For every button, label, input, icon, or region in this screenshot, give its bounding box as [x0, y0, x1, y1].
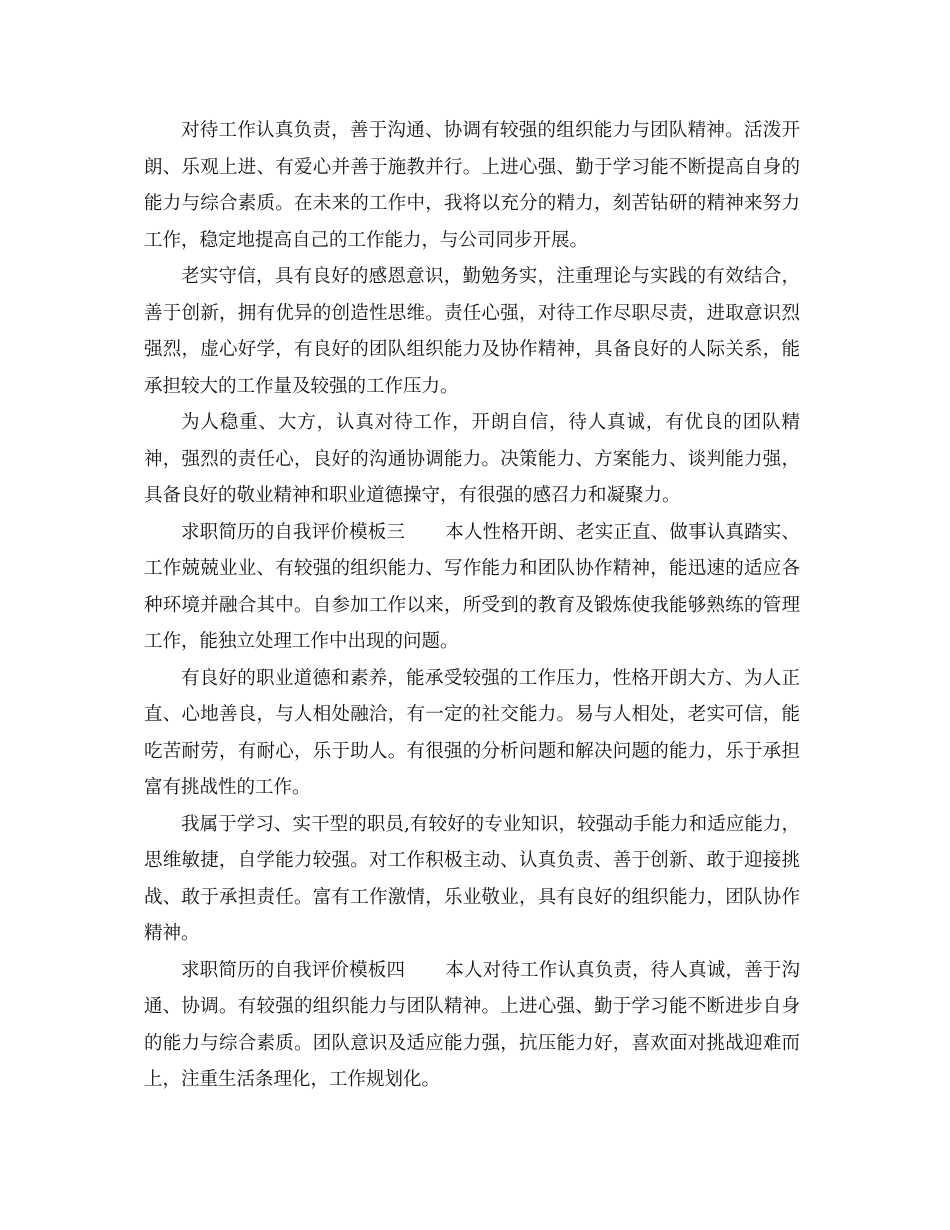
- paragraph-5-text: 有良好的职业道德和素养，能承受较强的工作压力，性格开朗大方、为人正直、心地善良，与人相处融洽，有一定的社交能力。易与人相处，老实可信，能吃苦耐劳，有耐心，乐于助人。有很强的分析问题和解决问题的能力，乐于承担富有挑战性的工作。: [144, 667, 800, 798]
- paragraph-3: [144, 405, 800, 515]
- section-heading-template-3: 求职简历的自我评价模板三: [181, 521, 406, 543]
- paragraph-6: [144, 807, 800, 953]
- paragraph-1: [144, 113, 800, 259]
- paragraph-3-text: 为人稳重、大方，认真对待工作，开朗自信，待人真诚，有优良的团队精神，强烈的责任心，良好的沟通协调能力。决策能力、方案能力、谈判能力强，具备良好的敬业精神和职业道德操守，有很强的感召力和凝聚力。: [144, 412, 800, 506]
- paragraph-5: [144, 661, 800, 807]
- paragraph-7: [144, 953, 800, 1099]
- paragraph-1-text: 对待工作认真负责，善于沟通、协调有较强的组织能力与团队精神。活泼开朗、乐观上进、有爱心并善于施教并行。上进心强、勤于学习能不断提高自身的能力与综合素质。在未来的工作中，我将以充分的精力，刻苦钻研的精神来努力工作，稳定地提高自己的工作能力，与公司同步开展。: [144, 120, 800, 251]
- paragraph-4: [144, 515, 800, 661]
- document-body: [144, 113, 800, 1099]
- paragraph-2-text: 老实守信，具有良好的感恩意识，勤勉务实，注重理论与实践的有效结合，善于创新，拥有优异的创造性思维。责任心强，对待工作尽职尽责，进取意识烈强烈，虚心好学，有良好的团队组织能力及协作精神，具备良好的人际关系，能承担较大的工作量及较强的工作压力。: [144, 266, 800, 397]
- paragraph-6-text: 我属于学习、实干型的职员,有较好的专业知识，较强动手能力和适应能力，思维敏捷，自学能力较强。对工作积极主动、认真负责、善于创新、敢于迎接挑战、敢于承担责任。富有工作激情，乐业敬业，具有良好的组织能力，团队协作精神。: [144, 813, 800, 944]
- section-heading-template-4: 求职简历的自我评价模板四: [181, 959, 406, 981]
- paragraph-7-text: 本人对待工作认真负责，待人真诚，善于沟通、协调。有较强的组织能力与团队精神。上进心强、勤于学习能不断进步自身的能力与综合素质。团队意识及适应能力强，抗压能力好，喜欢面对挑战迎难而上，注重生活条理化，工作规划化。: [144, 959, 800, 1090]
- paragraph-2: [144, 259, 800, 405]
- paragraph-4-text: 本人性格开朗、老实正直、做事认真踏实、工作兢兢业业、有较强的组织能力、写作能力和团队协作精神，能迅速的适应各种环境并融合其中。自参加工作以来，所受到的教育及锻炼使我能够熟练的管理工作，能独立处理工作中出现的问题。: [144, 521, 800, 652]
